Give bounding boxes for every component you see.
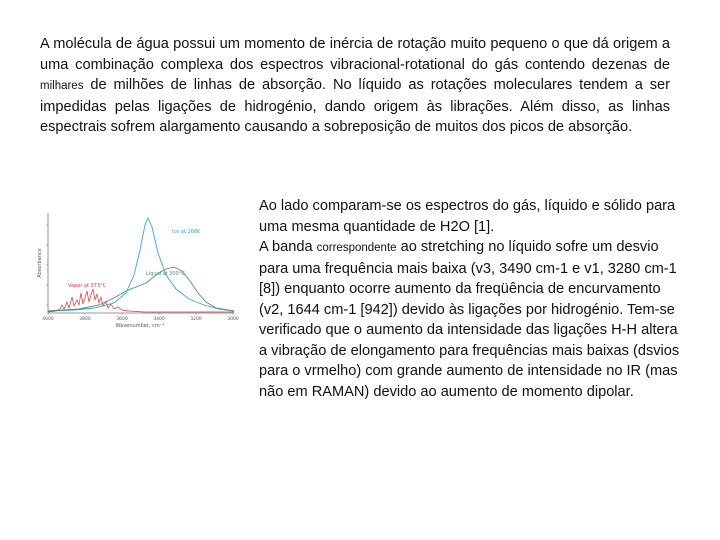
comparison-line2-rest: ao stretching no líquido sofre um desvio para uma frequência mais baixa (v3, 3490 cm-1 e v1, 3280 cm-1 [8]) enquanto ocorre aumento da freqüência de encurvamento (v2, 1644 cm-1 [942]) devido às ligações por hidrogénio. Tem-se verificado que o aumento da intensidade das ligações H-H altera a vibração de elongamento para frequências mais baixas (dsvios para o vrmelho) com grande aumento de intensidade no IR (mas não em RAMAN) devido ao aumento de momento dipolar. bbox=[259, 239, 680, 400]
intro-text-part2: de milhões de linhas de absorção. No líquido as rotações moleculares tendem a ser impedidas pelas ligações de hidrogénio, dando origem às librações. Além disso, as linhas espectrais sofrem alargamento causando a sobreposição de muitos dos picos de absorção. bbox=[40, 77, 670, 135]
vapor-spectrum-curve bbox=[48, 289, 234, 312]
solid-spectrum-curve bbox=[48, 218, 234, 311]
x-tick-label: 3600 bbox=[116, 317, 128, 322]
y-axis-label: Absorbance bbox=[37, 248, 43, 278]
vapor-curve-label: Vapor at 373°C bbox=[68, 283, 107, 289]
spectra-figure bbox=[34, 205, 242, 330]
x-tick-label: 3400 bbox=[153, 317, 165, 322]
x-tick-label: 4000 bbox=[42, 317, 54, 322]
spectra-plot bbox=[34, 205, 242, 330]
intro-text-part1: A molécula de água possui um momento de inércia de rotação muito pequeno o que dá origem a uma combinação complexa dos espectros vibracional-rotational do gás contendo dezenas de bbox=[40, 36, 670, 73]
x-tick-label: 3200 bbox=[190, 317, 202, 322]
x-tick-labels bbox=[42, 316, 239, 322]
solid-curve-label: Ice at 266K bbox=[172, 229, 201, 235]
comparison-line1: Ao lado comparam-se os espectros do gás, líquido e sólido para uma mesma quantidade de H2O [1]. bbox=[259, 198, 676, 235]
liquid-curve-label: Liquid at 300°C bbox=[146, 271, 185, 277]
x-axis-label: Wavenumber, cm⁻¹ bbox=[115, 323, 165, 329]
intro-small-word: milhares bbox=[40, 80, 84, 92]
comparison-paragraph bbox=[259, 196, 683, 402]
intro-paragraph bbox=[40, 34, 670, 138]
liquid-spectrum-curve bbox=[48, 267, 234, 311]
x-tick-label: 3800 bbox=[79, 317, 91, 322]
x-tick-label: 3000 bbox=[227, 317, 239, 322]
comparison-line2-start: A banda bbox=[259, 239, 317, 255]
comparison-line2 bbox=[259, 237, 683, 402]
comparison-small-word: correspondente bbox=[316, 242, 397, 254]
